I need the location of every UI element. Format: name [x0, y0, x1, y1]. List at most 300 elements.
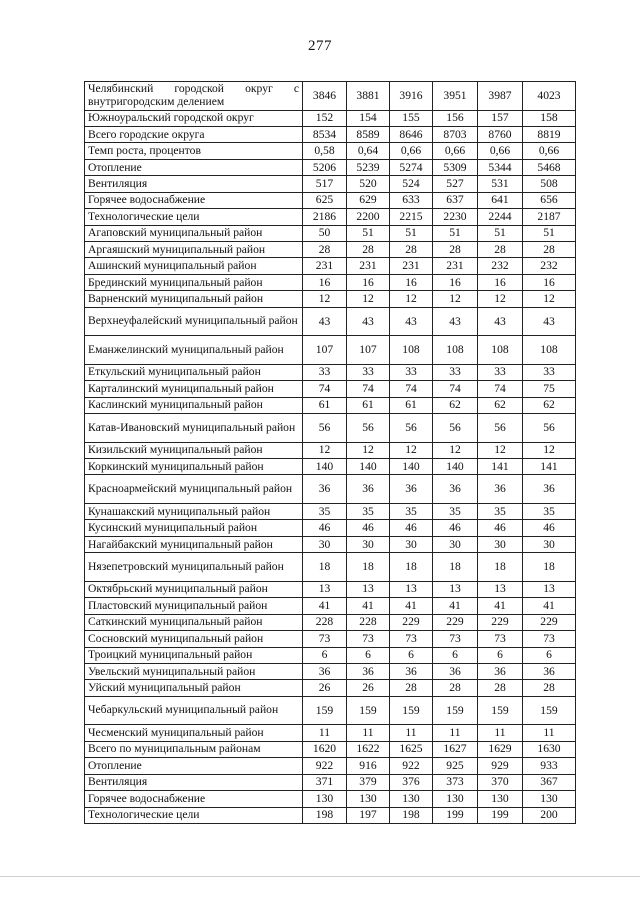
row-label: Темп роста, процентов: [85, 143, 303, 159]
value-cell: 73: [523, 631, 576, 647]
value-cell: 157: [478, 110, 523, 126]
row-label: Нязепетровский муниципальный район: [85, 553, 303, 582]
table-row: [85, 741, 576, 757]
row-label: Вентиляция: [85, 176, 303, 192]
value-cell: 922: [303, 758, 347, 774]
value-cell: 43: [347, 307, 390, 336]
row-label: Еманжелинский муниципальный район: [85, 336, 303, 365]
table-row: [85, 774, 576, 790]
value-cell: 154: [347, 110, 390, 126]
value-cell: 46: [390, 520, 433, 536]
table-body: [85, 82, 576, 824]
table-row: [85, 364, 576, 380]
table-row: [85, 581, 576, 597]
table-row: [85, 192, 576, 208]
value-cell: 922: [390, 758, 433, 774]
value-cell: 141: [523, 459, 576, 475]
value-cell: 130: [433, 791, 478, 807]
row-label: Агаповский муниципальный район: [85, 225, 303, 241]
value-cell: 30: [523, 536, 576, 552]
table-row: [85, 242, 576, 258]
value-cell: 30: [303, 536, 347, 552]
value-cell: 33: [303, 364, 347, 380]
value-cell: 373: [433, 774, 478, 790]
value-cell: 51: [390, 225, 433, 241]
value-cell: 35: [433, 503, 478, 519]
value-cell: 6: [523, 647, 576, 663]
value-cell: 51: [478, 225, 523, 241]
row-label: Вентиляция: [85, 774, 303, 790]
value-cell: 62: [433, 397, 478, 413]
value-cell: 36: [390, 475, 433, 504]
row-label: Всего городские округа: [85, 126, 303, 142]
table-row: [85, 397, 576, 413]
value-cell: 1625: [390, 741, 433, 757]
value-cell: 152: [303, 110, 347, 126]
table-row: [85, 336, 576, 365]
value-cell: 531: [478, 176, 523, 192]
value-cell: 73: [347, 631, 390, 647]
table-row: [85, 159, 576, 175]
value-cell: 130: [390, 791, 433, 807]
value-cell: 12: [523, 442, 576, 458]
value-cell: 30: [478, 536, 523, 552]
value-cell: 41: [478, 598, 523, 614]
value-cell: 199: [478, 807, 523, 823]
value-cell: 140: [303, 459, 347, 475]
table-row: [85, 725, 576, 741]
value-cell: 6: [303, 647, 347, 663]
value-cell: 1622: [347, 741, 390, 757]
value-cell: 18: [523, 553, 576, 582]
value-cell: 2187: [523, 209, 576, 225]
value-cell: 12: [390, 291, 433, 307]
value-cell: 130: [347, 791, 390, 807]
value-cell: 8589: [347, 126, 390, 142]
value-cell: 74: [478, 381, 523, 397]
value-cell: 33: [390, 364, 433, 380]
value-cell: 629: [347, 192, 390, 208]
table-row: [85, 225, 576, 241]
value-cell: 8703: [433, 126, 478, 142]
value-cell: 11: [390, 725, 433, 741]
value-cell: 12: [433, 442, 478, 458]
value-cell: 36: [478, 475, 523, 504]
value-cell: 8534: [303, 126, 347, 142]
value-cell: 62: [478, 397, 523, 413]
value-cell: 41: [303, 598, 347, 614]
value-cell: 229: [433, 614, 478, 630]
row-label: Аргаяшский муниципальный район: [85, 242, 303, 258]
value-cell: 18: [303, 553, 347, 582]
value-cell: 74: [303, 381, 347, 397]
value-cell: 916: [347, 758, 390, 774]
row-label: Кусинский муниципальный район: [85, 520, 303, 536]
table-row: [85, 520, 576, 536]
table-row: [85, 680, 576, 696]
value-cell: 16: [390, 274, 433, 290]
value-cell: 370: [478, 774, 523, 790]
value-cell: 28: [433, 242, 478, 258]
value-cell: 5239: [347, 159, 390, 175]
value-cell: 46: [303, 520, 347, 536]
value-cell: 8819: [523, 126, 576, 142]
table-row: [85, 209, 576, 225]
value-cell: 62: [523, 397, 576, 413]
value-cell: 1627: [433, 741, 478, 757]
value-cell: 198: [303, 807, 347, 823]
value-cell: 371: [303, 774, 347, 790]
value-cell: 46: [347, 520, 390, 536]
table-row: [85, 553, 576, 582]
row-label: Каслинский муниципальный район: [85, 397, 303, 413]
value-cell: 0,64: [347, 143, 390, 159]
value-cell: 74: [347, 381, 390, 397]
value-cell: 12: [390, 442, 433, 458]
row-label: Верхнеуфалейский муниципальный район: [85, 307, 303, 336]
value-cell: 637: [433, 192, 478, 208]
value-cell: 140: [390, 459, 433, 475]
table-row: [85, 758, 576, 774]
value-cell: 625: [303, 192, 347, 208]
value-cell: 74: [433, 381, 478, 397]
table-row: [85, 274, 576, 290]
value-cell: 229: [523, 614, 576, 630]
value-cell: 36: [523, 475, 576, 504]
value-cell: 656: [523, 192, 576, 208]
value-cell: 28: [390, 680, 433, 696]
value-cell: 228: [347, 614, 390, 630]
value-cell: 36: [347, 475, 390, 504]
value-cell: 933: [523, 758, 576, 774]
row-label: Нагайбакский муниципальный район: [85, 536, 303, 552]
value-cell: 28: [303, 242, 347, 258]
table-row: [85, 414, 576, 443]
value-cell: 43: [523, 307, 576, 336]
value-cell: 232: [478, 258, 523, 274]
value-cell: 51: [433, 225, 478, 241]
value-cell: 3846: [303, 82, 347, 111]
row-label: Брединский муниципальный район: [85, 274, 303, 290]
row-label: Карталинский муниципальный район: [85, 381, 303, 397]
value-cell: 28: [523, 242, 576, 258]
value-cell: 159: [478, 696, 523, 725]
value-cell: 18: [478, 553, 523, 582]
table-row: [85, 381, 576, 397]
value-cell: 2200: [347, 209, 390, 225]
row-label: Сосновский муниципальный район: [85, 631, 303, 647]
row-label: Южноуральский городской округ: [85, 110, 303, 126]
value-cell: 2215: [390, 209, 433, 225]
value-cell: 108: [390, 336, 433, 365]
value-cell: 141: [478, 459, 523, 475]
value-cell: 43: [478, 307, 523, 336]
value-cell: 6: [478, 647, 523, 663]
table-row: [85, 598, 576, 614]
value-cell: 56: [347, 414, 390, 443]
value-cell: 5206: [303, 159, 347, 175]
table-row: [85, 291, 576, 307]
value-cell: 35: [303, 503, 347, 519]
table-row: [85, 475, 576, 504]
value-cell: 56: [303, 414, 347, 443]
table-row: [85, 536, 576, 552]
value-cell: 16: [433, 274, 478, 290]
value-cell: 13: [433, 581, 478, 597]
value-cell: 41: [390, 598, 433, 614]
value-cell: 33: [478, 364, 523, 380]
value-cell: 73: [303, 631, 347, 647]
value-cell: 35: [347, 503, 390, 519]
value-cell: 12: [347, 442, 390, 458]
value-cell: 1620: [303, 741, 347, 757]
value-cell: 36: [303, 663, 347, 679]
value-cell: 41: [433, 598, 478, 614]
value-cell: 16: [523, 274, 576, 290]
table-row: [85, 807, 576, 823]
row-label: Всего по муниципальным районам: [85, 741, 303, 757]
value-cell: 36: [347, 663, 390, 679]
table-row: [85, 176, 576, 192]
value-cell: 16: [303, 274, 347, 290]
value-cell: 8760: [478, 126, 523, 142]
value-cell: 232: [523, 258, 576, 274]
value-cell: 35: [523, 503, 576, 519]
table-row: [85, 663, 576, 679]
value-cell: 2186: [303, 209, 347, 225]
row-label: Технологические цели: [85, 807, 303, 823]
value-cell: 5309: [433, 159, 478, 175]
value-cell: 158: [523, 110, 576, 126]
table-row: [85, 258, 576, 274]
value-cell: 28: [433, 680, 478, 696]
row-label: Катав-Ивановский муниципальный район: [85, 414, 303, 443]
value-cell: 28: [523, 680, 576, 696]
value-cell: 633: [390, 192, 433, 208]
row-label: Варненский муниципальный район: [85, 291, 303, 307]
value-cell: 3951: [433, 82, 478, 111]
table-row: [85, 307, 576, 336]
value-cell: 367: [523, 774, 576, 790]
row-label: Чесменский муниципальный район: [85, 725, 303, 741]
table-row: [85, 503, 576, 519]
table-row: [85, 110, 576, 126]
value-cell: 61: [390, 397, 433, 413]
value-cell: 12: [478, 291, 523, 307]
value-cell: 61: [303, 397, 347, 413]
value-cell: 36: [390, 663, 433, 679]
value-cell: 1629: [478, 741, 523, 757]
value-cell: 0,66: [478, 143, 523, 159]
value-cell: 41: [523, 598, 576, 614]
value-cell: 73: [390, 631, 433, 647]
table-row: [85, 442, 576, 458]
table-row: [85, 631, 576, 647]
row-label: Кизильский муниципальный район: [85, 442, 303, 458]
value-cell: 231: [347, 258, 390, 274]
row-label: Еткульский муниципальный район: [85, 364, 303, 380]
value-cell: 13: [347, 581, 390, 597]
value-cell: 51: [523, 225, 576, 241]
value-cell: 155: [390, 110, 433, 126]
row-label: Увельский муниципальный район: [85, 663, 303, 679]
value-cell: 12: [433, 291, 478, 307]
page-bottom-rule: [0, 876, 640, 877]
value-cell: 11: [478, 725, 523, 741]
page-number: 277: [308, 38, 332, 54]
row-label: Кунашакский муниципальный район: [85, 503, 303, 519]
value-cell: 73: [478, 631, 523, 647]
value-cell: 200: [523, 807, 576, 823]
value-cell: 43: [433, 307, 478, 336]
row-label: Горячее водоснабжение: [85, 791, 303, 807]
value-cell: 3916: [390, 82, 433, 111]
value-cell: 3987: [478, 82, 523, 111]
value-cell: 51: [347, 225, 390, 241]
value-cell: 929: [478, 758, 523, 774]
value-cell: 231: [390, 258, 433, 274]
row-label: Пластовский муниципальный район: [85, 598, 303, 614]
value-cell: 8646: [390, 126, 433, 142]
value-cell: 108: [523, 336, 576, 365]
value-cell: 130: [478, 791, 523, 807]
value-cell: 12: [347, 291, 390, 307]
value-cell: 520: [347, 176, 390, 192]
value-cell: 30: [433, 536, 478, 552]
value-cell: 107: [347, 336, 390, 365]
value-cell: 5344: [478, 159, 523, 175]
value-cell: 36: [433, 663, 478, 679]
value-cell: 641: [478, 192, 523, 208]
value-cell: 18: [347, 553, 390, 582]
value-cell: 2230: [433, 209, 478, 225]
value-cell: 156: [433, 110, 478, 126]
value-cell: 199: [433, 807, 478, 823]
value-cell: 6: [433, 647, 478, 663]
value-cell: 33: [433, 364, 478, 380]
value-cell: 43: [303, 307, 347, 336]
value-cell: 50: [303, 225, 347, 241]
value-cell: 30: [347, 536, 390, 552]
value-cell: 35: [390, 503, 433, 519]
value-cell: 5274: [390, 159, 433, 175]
value-cell: 5468: [523, 159, 576, 175]
value-cell: 517: [303, 176, 347, 192]
value-cell: 33: [523, 364, 576, 380]
value-cell: 36: [523, 663, 576, 679]
value-cell: 28: [478, 242, 523, 258]
value-cell: 28: [347, 242, 390, 258]
value-cell: 159: [523, 696, 576, 725]
value-cell: 0,66: [390, 143, 433, 159]
value-cell: 527: [433, 176, 478, 192]
value-cell: 379: [347, 774, 390, 790]
value-cell: 61: [347, 397, 390, 413]
data-table: [84, 81, 576, 824]
row-label: Октябрьский муниципальный район: [85, 581, 303, 597]
value-cell: 228: [303, 614, 347, 630]
value-cell: 524: [390, 176, 433, 192]
value-cell: 43: [390, 307, 433, 336]
row-label: Горячее водоснабжение: [85, 192, 303, 208]
value-cell: 28: [390, 242, 433, 258]
table-row: [85, 459, 576, 475]
value-cell: 231: [303, 258, 347, 274]
row-label: Ашинский муниципальный район: [85, 258, 303, 274]
value-cell: 35: [478, 503, 523, 519]
table-row: [85, 647, 576, 663]
value-cell: 36: [303, 475, 347, 504]
value-cell: 12: [523, 291, 576, 307]
value-cell: 56: [433, 414, 478, 443]
value-cell: 159: [347, 696, 390, 725]
value-cell: 13: [303, 581, 347, 597]
value-cell: 56: [390, 414, 433, 443]
row-label: Чебаркульский муниципальный район: [85, 696, 303, 725]
table-row: [85, 143, 576, 159]
row-label: Технологические цели: [85, 209, 303, 225]
value-cell: 18: [433, 553, 478, 582]
value-cell: 11: [347, 725, 390, 741]
value-cell: 73: [433, 631, 478, 647]
value-cell: 376: [390, 774, 433, 790]
value-cell: 108: [433, 336, 478, 365]
row-label: Коркинский муниципальный район: [85, 459, 303, 475]
value-cell: 130: [303, 791, 347, 807]
value-cell: 1630: [523, 741, 576, 757]
value-cell: 46: [433, 520, 478, 536]
row-label: Троицкий муниципальный район: [85, 647, 303, 663]
value-cell: 4023: [523, 82, 576, 111]
value-cell: 6: [347, 647, 390, 663]
value-cell: 13: [523, 581, 576, 597]
value-cell: 140: [433, 459, 478, 475]
value-cell: 11: [433, 725, 478, 741]
value-cell: 159: [303, 696, 347, 725]
value-cell: 925: [433, 758, 478, 774]
value-cell: 11: [303, 725, 347, 741]
value-cell: 36: [433, 475, 478, 504]
value-cell: 6: [390, 647, 433, 663]
table-row: [85, 696, 576, 725]
value-cell: 74: [390, 381, 433, 397]
value-cell: 26: [347, 680, 390, 696]
value-cell: 36: [478, 663, 523, 679]
value-cell: 18: [390, 553, 433, 582]
value-cell: 197: [347, 807, 390, 823]
value-cell: 46: [523, 520, 576, 536]
value-cell: 508: [523, 176, 576, 192]
value-cell: 12: [303, 442, 347, 458]
value-cell: 30: [390, 536, 433, 552]
value-cell: 2244: [478, 209, 523, 225]
value-cell: 75: [523, 381, 576, 397]
value-cell: 107: [303, 336, 347, 365]
value-cell: 3881: [347, 82, 390, 111]
value-cell: 108: [478, 336, 523, 365]
value-cell: 0,58: [303, 143, 347, 159]
value-cell: 16: [347, 274, 390, 290]
value-cell: 28: [478, 680, 523, 696]
row-label: Уйский муниципальный район: [85, 680, 303, 696]
value-cell: 159: [433, 696, 478, 725]
row-label: Челябинский городской округ с внутригородским делением: [85, 82, 303, 111]
value-cell: 229: [390, 614, 433, 630]
row-label: Красноармейский муниципальный район: [85, 475, 303, 504]
value-cell: 12: [303, 291, 347, 307]
table-row: [85, 791, 576, 807]
value-cell: 56: [523, 414, 576, 443]
